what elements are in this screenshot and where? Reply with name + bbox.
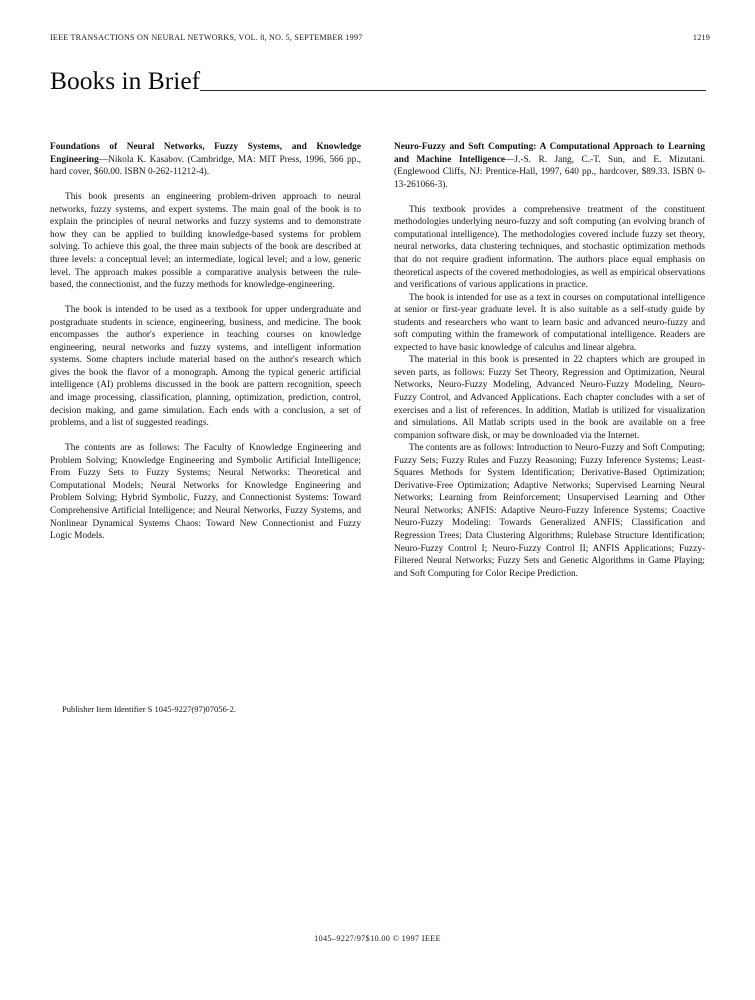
review-paragraph: This textbook provides a comprehensive treatment of the constituent methodologies underlying neuro-fuzzy and soft computing (an evolving branch of computational intelligence). The methodologies covered include fuzzy set theory, neural networks, data clustering techniques, and stochastic optimization methods that do not require gradient information. The authors place equal emphasis on theoretical aspects of the covered methodologies, as well as empirical observations and verifications of various applications in practice. <box>394 204 705 291</box>
running-head-journal: IEEE TRANSACTIONS ON NEURAL NETWORKS, VOL. 8, NO. 5, SEPTEMBER 1997 <box>50 33 363 42</box>
book-details: —Nikola K. Kasabov. (Cambridge, MA: MIT Press, 1996, 566 pp., hard cover, $60.00. ISBN 0-262-11212-4). <box>50 154 361 178</box>
publisher-item-identifier: Publisher Item Identifier S 1045-9227(97)07056-2. <box>62 704 236 714</box>
review-paragraph: The book is intended to be used as a textbook for upper undergraduate and postgraduate students in science, engineering, business, and medicine. The book encompasses the author's experience in teaching courses on knowledge engineering, neural networks and fuzzy systems, and intelligent information systems. Some chapters include material based on the author's research which gives the book the flavor of a monograph. Among the typical generic artificial intelligence (AI) problems discussed in the book are pattern recognition, speech and image processing, classification, planning, optimization, prediction, control, decision making, and game simulation. Each ends with a conclusion, a set of problems, and a list of suggested readings. <box>50 305 361 429</box>
page-title: Books in Brief <box>50 66 201 95</box>
page-number: 1219 <box>692 33 710 42</box>
right-column <box>394 141 705 580</box>
book-details: —J.-S. R. Jang, C.-T. Sun, and E. Mizutani. (Englewood Cliffs, NJ: Prentice-Hall, 1997, 640 pp., hardcover, $89.33. ISBN 0-13-261066-3). <box>394 154 706 190</box>
footer-copyright: 1045–9227/97$10.00 © 1997 IEEE <box>314 934 441 943</box>
department-title-row <box>50 68 706 94</box>
title-rule <box>200 90 706 91</box>
review-paragraph: The contents are as follows: Introduction to Neuro-Fuzzy and Soft Computing; Fuzzy Sets; Fuzzy Rules and Fuzzy Reasoning; Fuzzy Inference Systems; Least-Squares Methods for System Identification; Derivative-Based Optimization; Derivative-Free Optimization; Adaptive Networks; Supervised Learning Neural Networks; Learning from Reinforcement; Unsupervised Learning and Other Neural Networks; ANFIS: Adaptive Neuro-Fuzzy Inference Systems; Coactive Neuro-Fuzzy Modeling: Towards Generalized ANFIS; Classification and Regression Trees; Data Clustering Algorithms; Rulebase Structure Identification; Neuro-Fuzzy Control I; Neuro-Fuzzy Control II; ANFIS Applications; Fuzzy-Filtered Neural Networks; Fuzzy Sets and Genetic Algorithms in Game Playing; and Soft Computing for Color Recipe Prediction. <box>394 443 705 579</box>
book-entry-heading <box>50 141 361 179</box>
left-column <box>50 141 361 543</box>
book-entry-heading <box>394 141 705 191</box>
review-paragraph: This book presents an engineering problem-driven approach to neural networks, fuzzy systems, and expert systems. The main goal of the book is to explain the principles of neural networks and fuzzy systems and to demonstrate how they can be applied to building knowledge-based systems for problem solving. To achieve this goal, the three main subjects of the book are described at three levels: a conceptual level; an intermediate, logical level; and a low, generic level. The approach makes possible a comparative analysis between the rule-based, the connectionist, and the fuzzy methods for knowledge-engineering. <box>50 192 361 291</box>
book-title: Neuro-Fuzzy and Soft Computing: A Computational Approach to Learning and Machine Intelligence <box>394 142 705 165</box>
running-head <box>50 33 710 42</box>
review-paragraph: The contents are as follows: The Faculty of Knowledge Engineering and Problem Solving; Knowledge Engineering and Symbolic Artificial Intelligence; From Fuzzy Sets to Fuzzy Systems; Neural Networks: Theoretical and Computational Models; Neural Networks for Knowledge Engineering and Problem Solving; Hybrid Symbolic, Fuzzy, and Connectionist Systems: Toward Comprehensive Artificial Intelligence; and Neural Networks, Fuzzy Systems, and Nonlinear Dynamical Systems Chaos: Toward New Connectionist and Fuzzy Logic Models. <box>50 443 361 542</box>
review-paragraph: The material in this book is presented in 22 chapters which are grouped in seven parts, as follows: Fuzzy Set Theory, Regression and Optimization, Neural Networks, Neuro-Fuzzy Modeling, Advanced Neuro-Fuzzy Modeling, Neuro-Fuzzy Control, and Advanced Applications. Each chapter concludes with a set of exercises and a list of references. In addition, Matlab is utilized for visualization and simulations. All Matlab scripts used in the book are available on a free companion software disk, or may be downloaded via the Internet. <box>394 355 705 441</box>
review-paragraph: The book is intended for use as a text in courses on computational intelligence at senior or first-year graduate level. It is also suitable as a self-study guide by students and researchers who want to learn basic and advanced neuro-fuzzy and soft computing within the framework of computational intelligence. Readers are expected to have basic knowledge of calculus and linear algebra. <box>394 292 705 353</box>
book-title: Foundations of Neural Networks, Fuzzy Systems, and Knowledge Engineering <box>50 142 361 165</box>
